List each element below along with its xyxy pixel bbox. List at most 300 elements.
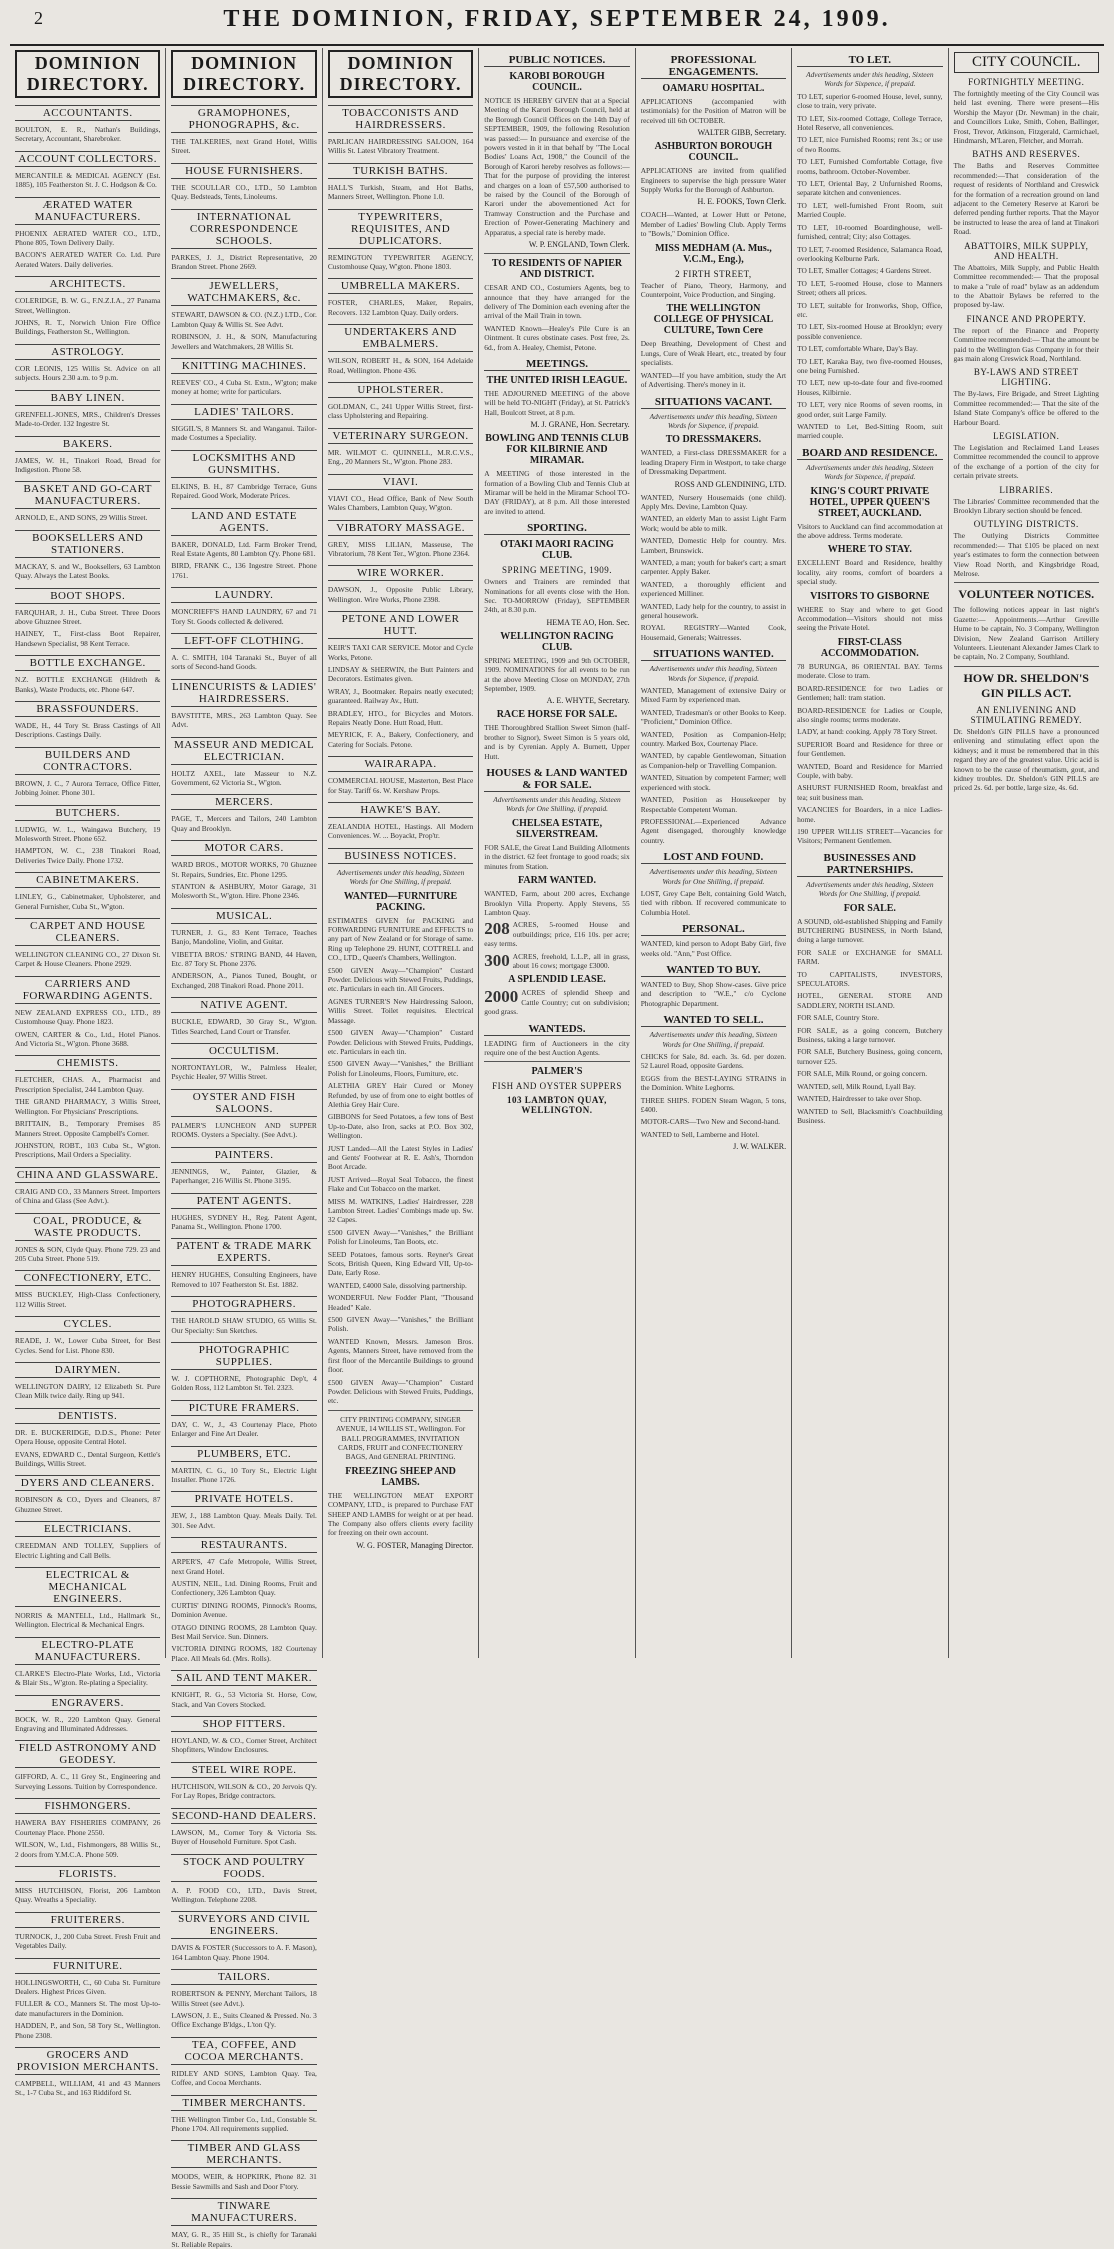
palmer-address: 103 LAMBTON QUAY, WELLINGTON. [507,1095,607,1116]
directory-entry: AUSTIN, NEIL, Ltd. Dining Rooms, Fruit and Confectionery, 326 Lambton Quay. [171,1579,317,1598]
lost-note: Advertisements under this heading, Sixteen Words for One Shilling, if prepaid. [649,867,778,886]
directory-title: DOMINION DIRECTORY. [15,50,160,98]
directory-sections [15,105,160,2098]
classified-ad: £500 GIVEN Away—"Vanishes," the Brilliant Polish for Linoleums, Tan Boots, etc. [327,1227,474,1247]
directory-entry: COLERIDGE, B. W. G., F.N.Z.I.A., 27 Panama Street, Wellington. [15,296,161,315]
classified-ad: TO LET, Oriental Bay, 2 Unfurnished Rooms, separate kitchen and conveniences. [797,179,943,198]
classified-ad: WANTED, a thoroughly efficient and experienced Milliner. [640,579,787,599]
sw-note: Advertisements under this heading, Sixteen Words for Sixpence, if prepaid. [649,664,778,683]
directory-section-heading: CARRIERS AND FORWARDING AGENTS. [15,976,160,1004]
classified-ad: TO LET, Karaka Bay, two five-roomed Houses, one being Furnished. [797,356,943,375]
classified-ad: TO LET, Smaller Cottages; 4 Gardens Street. [797,266,932,276]
for-sale-heading: FOR SALE. [843,902,896,914]
directory-section-heading: WAIRARAPA. [328,756,473,772]
classified-ad: BOARD-RESIDENCE for two Ladies or Gentlemen; hall: tram station. [797,683,943,703]
classified-ad: FOR SALE or EXCHANGE for SMALL FARM. [797,947,943,967]
library-heading: LIBRARIES. [999,484,1054,495]
directory-section-heading: DAIRYMEN. [15,1362,160,1378]
classified-ad: HOTEL, GENERAL STORE AND SADDLERY, NORTH ISLAND. [797,991,943,1010]
directory-section-heading: MOTOR CARS. [171,840,316,856]
directory-entry: NORTONTAYLOR, W., Palmless Healer, Psychic Healer, 97 Willis Street. [171,1063,317,1082]
houses-heading: HOUSES & LAND WANTED & FOR SALE. [484,767,629,792]
classified-ad: ROYAL REGISTRY—Wanted Cook, Housemaid, Generals; Waitresses. [640,623,787,642]
directory-entry: LAWSON, M., Corner Tory & Victoria Sts. Buyer of Household Furniture. Spot Cash. [171,1827,317,1847]
miss-text: Teacher of Piano, Theory, Harmony, and Counterpoint, Voice Production, and Singing. [640,280,787,300]
classified-ad: WANTED, Management of extensive Dairy or Mixed Farm by experienced man. [640,686,787,705]
farm-text: WANTED, Farm, about 200 acres, Exchange Brooklyn Villa Property. Apply Stevens, 55 Lambton Quay. [484,889,630,917]
wanted-list [641,493,786,643]
directory-entry: PARKES, J. J., District Representative, 20 Brandon Street. Phone 2669. [171,252,317,272]
directory-entry: HAINEY, T., First-class Boot Repairer, Handsewn Specialist, 98 Kent Terrace. [15,629,161,648]
classified-ad: WANTED, Position as Housekeeper by Respectable Competent Woman. [640,795,787,814]
directory-section-heading: KNITTING MACHINES. [171,358,316,374]
oriental-heading: FIRST-CLASS ACCOMMODATION. [820,636,919,659]
classified-ad: FOR SALE, Country Store. [797,1013,880,1023]
to-let-column [792,48,948,1658]
classified-ad: FOR SALE, Butchery Business, going concern, turnover £25. [797,1047,943,1066]
classified-ad: MOTOR-CARS—Two New and Second-hand. [640,1117,781,1127]
directory-entry: ZEALANDIA HOTEL, Hastings. All Modern Conveniences. W. ... Boyackt, Prop'tr. [327,822,474,841]
public-notices-heading: PUBLIC NOTICES. [484,54,629,67]
directory-entry: CURTIS' DINING ROOMS, Pinnock's Rooms, Dominion Avenue. [171,1600,317,1620]
directory-section-heading: LEFT-OFF CLOTHING. [171,633,316,649]
classified-ad: TO LET, new up-to-date four and five-roomed Houses, Kilbirnie. [797,378,943,397]
lost-text: LOST, Grey Cape Belt, containing Gold Watch, tied with ribbon. If recovered communicate to Columbia Hotel. [640,888,787,917]
classified-ad: SEED Potatoes, famous sorts. Reyner's Great Scots, British Queen, King Edward VII, Up-to-Date, Early Rose. [327,1249,474,1278]
classified-ad: WANTED, Domestic Help for country. Mrs. Lambert, Brunswick. [640,536,787,555]
houses-note: Advertisements under this heading, Sixteen Words for One Shilling, if prepaid. [493,795,621,814]
classified-ad: TO LET, Furnished Comfortable Cottage, five rooms, bathroom. October-November. [797,157,943,176]
directory-entry: HUGHES, SYDNEY H., Reg. Patent Agent, Panama St., Wellington. Phone 1700. [171,1212,317,1231]
directory-section-heading: JEWELLERS, WATCHMAKERS, &c. [171,278,316,306]
directory-section-heading: LAND AND ESTATE AGENTS. [171,508,316,536]
directory-section-heading: TYPEWRITERS, REQUISITES, AND DUPLICATORS. [328,209,473,249]
oamaru-heading: OAMARU HOSPITAL. [662,83,765,94]
sell-list [641,1052,786,1139]
classified-ad: WANTED, Position as Companion-Help; country. Marked Box, Courtenay Place. [640,729,787,749]
directory-entry: ANDERSON, A., Pianos Tuned, Bought, or Exchanged, 208 Tinakori Road. Phone 2011. [171,971,317,990]
directory-entry: VIBETTA BROS.' STRING BAND, 44 Haven, Etc. 87 Tory St. Phone 2376. [171,949,317,969]
directory-section-heading: ASTROLOGY. [15,344,160,360]
let-list [797,92,942,441]
directory-entry: BOCK, W. R., 220 Lambton Quay. General Engraving and Illuminated Addresses. [15,1714,161,1734]
business-ads [328,916,473,1406]
directory-section-heading: VIBRATORY MASSAGE. [328,520,473,536]
directory-entry: PARLICAN HAIRDRESSING SALOON, 164 Willis St. Latest Vibratory Treatment. [327,137,474,156]
directory-entry: TURNER, J. G., 83 Kent Terrace, Teaches Banjo, Mandoline, Violin, and Guitar. [171,927,317,947]
classified-ad: WANTED, Nursery Housemaids (one child). Apply Mrs. Devine, Lambton Quay. [640,492,787,511]
directory-entry: MONCRIEFF'S HAND LAUNDRY, 67 and 71 Tory St. Goods collected & delivered. [171,607,317,626]
directory-entry: HOLTZ AXEL, late Masseur to N.Z. Government, 62 Victoria St., W'gton. [171,768,317,787]
miss-address: 2 FIRTH STREET, [675,268,752,279]
directory-entry: VIAVI CO., Head Office, Bank of New South Wales Chambers, Lambton Quay, W'gton. [327,493,474,513]
directory-section-heading: VETERINARY SURGEON. [328,428,473,444]
classified-ad: ESTIMATES GIVEN for PACKING and FORWARDING FURNITURE and EFFECTS to any part of New Zealand or for Storage of same. Ring up Telephone 29. HUNT, COTTRELL and CO., LTD., Queen's Chambers, Wellington. [327,915,474,963]
classified-ad: PROFESSIONAL—Experienced Advance Agent disengaged, thoroughly knowledge country. [640,816,787,845]
business-note: Advertisements under this heading, Sixteen Words for One Shilling, if prepaid. [336,867,465,887]
directory-section-heading: ELECTRO-PLATE MANUFACTURERS. [15,1637,160,1665]
directory-section-heading: CYCLES. [15,1316,160,1332]
classified-ad: WANTED, by capable Gentlewoman, Situation as Companion-help or Travelling Companion. [640,751,787,770]
acres300-number: 300 [484,950,510,970]
volunteer-text: The following notices appear in last night's Gazette:— Appointments.—Arthur Greville Hume to be captain, No. 3 Company, Wellington Division, New Zealand Garrison Artillery Volunteers. Lieutenant Alexander James Clark to be captain, No. 2 Company, Southland. [953,605,1099,662]
directory-entry: PALMER'S LUNCHEON AND SUPPER ROOMS. Oysters a Specialty. (See Advt.). [171,1120,317,1140]
directory-entry: WELLINGTON CLEANING CO., 27 Dixon St. Carpet & House Cleaners. Phone 2929. [15,950,161,969]
classified-ad: WANTED to Sell, Lamberne and Hotel. [640,1129,760,1139]
racehorse-text: THE Thoroughbred Stallion Sweet Simon (half-brother to Signor), Sweet Simon is 5 years old, and is by Cyrenian. Apply A. Burnett, Upper Hutt. [484,723,630,761]
classified-ad: TO LET, 7-roomed Residence, Salamanca Road, overlooking Kelburne Park. [797,244,943,263]
fortnightly-heading: FORTNIGHTLY MEETING. [968,77,1085,87]
miss-heading: MISS MEDHAM (A. Mus., V.C.M., Eng.), [655,242,772,265]
bowling-heading: BOWLING AND TENNIS CLUB FOR KILBIRNIE AND MIRAMAR. [485,433,629,467]
directory-entry: MOODS, WEIR, & HOPKIRK, Phone 82. 31 Bessie Sawmills and Sash and Door F'tory. [171,2172,317,2191]
directory-entry: W. J. COPTHORNE, Photographic Dep't, 4 Golden Ross, 112 Lambton St. Tel. 2323. [171,1373,317,1393]
directory-entry: MACKAY, S. and W., Booksellers, 63 Lambton Quay. Always the Latest Books. [15,561,161,581]
directory-section-heading: MERCERS. [171,794,316,810]
directory-section-heading: NATIVE AGENT. [171,997,316,1013]
directory-section-heading: WIRE WORKER. [328,565,473,581]
directory-entry: BAVSTITTE, MRS., 263 Lambton Quay. See Advt. [171,710,317,730]
directory-entry: ARPER'S, 47 Cafe Metropole, Willis Street, next Grand Hotel. [171,1557,317,1576]
irish-signature: M. J. GRANE, Hon. Secretary. [530,420,630,430]
directory-entry: BRADLEY, HTO., for Bicycles and Motors. Repairs Neatly Done. Hutt Road, Hutt. [327,708,474,727]
directory-entry: FULLER & CO., Manners St. The most Up-to-date manufacturers in the Dominion. [15,1999,161,2018]
directory-section-heading: STOCK AND POULTRY FOODS. [171,1854,316,1882]
otaki-text: Owners and Trainers are reminded that Nominations for all events close with the Hon. Sec. TO-MORROW (Friday), SEPTEMBER 24th, at 8.30 p.m. [484,577,630,615]
kings-heading: KING'S COURT PRIVATE HOTEL, UPPER QUEEN'S STREET, AUCKLAND. [809,485,930,519]
directory-entry: NEW ZEALAND EXPRESS CO., LTD., 89 Customhouse Quay. Phone 1823. [15,1007,161,1027]
directory-entry: REEVES' CO., 4 Cuba St. Extn., W'gton; make money at home; write for particulars. [171,378,317,397]
acres-text: ACRES, 5-roomed House and outbuildings; price, £16 10s. per acre; easy terms. [484,920,630,949]
gisborne-heading: VISITORS TO GISBORNE [810,590,930,602]
directory-entry: RIDLEY AND SONS, Lambton Quay. Tea, Coffee, and Cocoa Merchants. [171,2068,317,2088]
wanteds-text: LEADING firm of Auctioneers in the city require one of the best Auction Agents. [484,1038,630,1057]
personal-heading: PERSONAL. [641,923,786,936]
directory-section-heading: FISHMONGERS. [15,1798,160,1814]
baths-heading: BATHS AND RESERVES. [972,149,1081,160]
directory-entry: ROBINSON, J. H., & SON, Manufacturing Jewellers and Watchmakers, 28 Willis St. [171,332,317,351]
wrc-text: SPRING MEETING, 1909 and 9th OCTOBER, 1909. NOMINATIONS for all events to be run at the above Meeting Close on MONDAY, 27th September, 1909. [484,655,630,694]
oamaru-signature: WALTER GIBB, Secretary. [697,128,787,138]
classified-ad: WANTED, Hairdresser to take over Shop. [797,1094,922,1104]
directory-entry: LINDSAY & SHERWIN, the Butt Painters and Decorators. Estimates given. [327,664,474,684]
racehorse-heading: RACE HORSE FOR SALE. [496,709,618,721]
board-list [797,684,942,846]
city-council-heading: CITY COUNCIL. [954,52,1099,73]
let-note: Advertisements under this heading, Sixteen Words for Sixpence, if prepaid. [806,70,934,89]
directory-section-heading: PICTURE FRAMERS. [171,1400,316,1416]
newspaper-title: THE DOMINION, FRIDAY, SEPTEMBER 24, 1909. [223,6,891,32]
directory-entry: BROWN, J. C., 7 Aurora Terrace, Office Fitter, Jobbing Joiner. Phone 301. [15,778,161,798]
directory-entry: BAKER, DONALD, Ltd. Farm Broker Trend, Real Estate Agents, 80 Lambton Q'y. Phone 681. [171,539,317,558]
directory-entry: GOLDMAN, C., 241 Upper Willis Street, first-class Upholstering and Repairing. [327,402,474,421]
directory-section-heading: TAILORS. [171,1969,316,1985]
directory-section-heading: OYSTER AND FISH SALOONS. [171,1089,316,1117]
sell-signature: J. W. WALKER. [733,1142,787,1152]
directory-section-heading: LADIES' TAILORS. [171,404,316,420]
splendid-heading: A SPLENDID LEASE. [508,974,606,986]
vacant-heading: SITUATIONS VACANT. [641,396,786,409]
ashburton-signature: H. E. FOOKS, Town Clerk. [697,197,787,207]
classified-ad: A SOUND, old-established Shipping and Family BUTCHERING BUSINESS, in North Island, doing a large turnover. [797,916,943,945]
directory-entry: LAWSON, J. E., Suits Cleaned & Pressed. No. 3 Office Exchange B'ldgs., L'ton Q'y. [171,2010,317,2030]
directory-section-heading: PAINTERS. [171,1147,316,1163]
classified-ad: £500 GIVEN Away—"Champion" Custard Powder. Delicious with Stewed Fruits, Puddings, etc. Particulars in each tin. [327,1028,474,1056]
directory-section-heading: RESTAURANTS. [171,1537,316,1553]
directory-entry: WRAY, J., Bootmaker. Repairs neatly executed; guaranteed. Railway Av., Hutt. [327,686,474,706]
directory-entry: ELKINS, B. H., 87 Cambridge Terrace, Guns Repaired. Good Work, Moderate Prices. [171,481,317,501]
splendid-ad [484,988,629,1016]
sheldon-subheading: AN ENLIVENING AND STIMULATING REMEDY. [970,704,1082,725]
volunteer-heading: VOLUNTEER NOTICES. [958,587,1095,602]
directory-section-heading: PATENT & TRADE MARK EXPERTS. [171,1238,316,1266]
college-text: Deep Breathing, Development of Chest and Lungs, Cure of Weak Heart, etc., treated by four specialists. [640,339,787,368]
directory-entry: MISS HUTCHISON, Florist, 206 Lambton Quay. Wreaths a Speciality. [15,1885,161,1905]
directory-section-heading: BRASSFOUNDERS. [15,701,160,717]
classified-ad: WANTED, Situation by competent Farmer; well experienced with stock. [640,773,787,792]
directory-column-2 [166,48,322,2249]
directory-section-heading: SURVEYORS AND CIVIL ENGINEERS. [171,1911,316,1939]
directory-section-heading: UPHOLSTERER. [328,382,473,398]
borough-text: NOTICE IS HEREBY GIVEN that at a Special Meeting of the Karori Borough Council, held at the Borough Council Offices on the 14th Day of SEPTEMBER, 1909, the following Resolution was passed:— In pursuance and exercise of the powers vested in it in that behalf by "The Local Bodies' Loans Act, 1908," the Council of the Borough of Karori hereby resolves as follows:— That for the purpose of providing the interest and charges on a loan of £57,500 authorised to be raised by the Council of the Borough of Karori under the abovementioned Act for Tramway Construction and the Purchase and Erection of Power-Generating Machinery and Apparatus, a special rate is hereby made. [484,96,630,237]
buy-heading: WANTED TO BUY. [641,964,786,977]
directory-entry: CLARKE'S Electro-Plate Works, Ltd., Victoria & Blair Sts., W'gton. Re-plating a Speciality. [15,1668,161,1688]
ashburton-text: APPLICATIONS are invited from qualified Engineers to supervise the high pressure Water Supply Works for the Borough of Ashburton. [640,166,787,195]
sheldon-heading: HOW DR. SHELDON'S GIN PILLS ACT. [963,670,1089,700]
directory-section-heading: BOOT SHOPS. [15,588,160,604]
stay-heading: WHERE TO STAY. [827,544,912,556]
classified-ad: £500 GIVEN Away—"Champion" Custard Powder. Delicious with Stewed Fruits, Puddings, etc. [327,1377,474,1406]
classified-ad: TO LET, suitable for Ironworks, Shop, Office, etc. [797,300,943,319]
classified-ad: AGNES TURNER'S New Hairdressing Saloon, Willis Street. Toilet requisites. Electrical Massage. [327,996,474,1025]
dress-text: WANTED, a First-class DRESSMAKER for a leading Drapery Firm in Westport, to take charge of Dressmaking Department. [640,448,787,477]
buy-text: WANTED to Buy, Shop Show-cases. Give price and description to "W.E.," c/o Cyclone Photographic Department. [640,979,787,1008]
directory-section-heading: STEEL WIRE ROPE. [171,1762,316,1778]
coach-text: COACH—Wanted, at Lower Hutt or Petone, Member of Ladies' Bowling Club. Apply Terms to "Bowls," Dominion Office. [640,210,787,239]
classified-ad: TO LET, superior 6-roomed House, level, sunny, close to train, very private. [797,91,943,111]
sw-list [641,686,786,845]
directory-section-heading: CHINA AND GLASSWARE. [16,1168,159,1181]
directory-section-heading: CARPET AND HOUSE CLEANERS. [15,918,160,946]
napier-heading: TO RESIDENTS OF NAPIER AND DISTRICT. [491,258,623,281]
chelsea-heading: CHELSEA ESTATE, SILVERSTREAM. [511,817,603,840]
classified-ad: WANTED, £4000 Sale, dissolving partnership. [327,1280,467,1290]
board-heading: BOARD AND RESIDENCE. [797,447,942,460]
directory-entry: THE GRAND PHARMACY, 3 Willis Street, Wellington. For Physicians' Prescriptions. [15,1097,161,1116]
directory-entry: THE HAROLD SHAW STUDIO, 65 Willis St. Our Specialty: Sun Sketches. [171,1316,317,1335]
wrc-signature: A. E. WHYTE, Secretary. [546,696,630,706]
directory-entry: EVANS, EDWARD C., Dental Surgeon, Kettle's Buildings, Willis Street. [15,1449,161,1468]
borough-signature: W. P. ENGLAND, Town Clerk. [528,240,630,250]
meetings-heading: MEETINGS. [484,358,629,371]
directory-section-heading: SAIL AND TENT MAKER. [171,1670,316,1686]
classified-ad: WANTED, a man; youth for baker's cart; a smart carpenter. Apply Baker. [640,557,787,577]
directory-entry: HAWERA BAY FISHERIES COMPANY, 26 Courtenay Place. Phone 2550. [15,1818,161,1837]
printing-ad: CITY PRINTING COMPANY, SINGER AVENUE, 14 WILLIS ST., Wellington. For BALL PROGRAMMES, INVITATION CARDS, FRUIT and CONFECTIONERY BAGS, And GENERAL PRINTING. [335,1414,466,1462]
directory-section-heading: TURKISH BATHS. [328,163,473,179]
directory-entry: GIFFORD, A. C., 11 Grey St., Engineering and Surveying Lessons. Tuition by Correspondence. [15,1772,161,1791]
outlying-text: The Outlying Districts Committee recommended:— That £105 be placed on next year's estimates to form the connection between View Road North, and Kingsbridge Road, Melrose. [953,531,1099,579]
outlying-heading: OUTLYING DISTRICTS. [973,519,1079,530]
classified-ad: ASHURST FURNISHED Room, breakfast and tea; suit business man. [797,783,943,802]
directory-entry: WADE, H., 44 Tory St. Brass Castings of All Descriptions. Castings Daily. [15,720,161,740]
directory-entry: DAWSON, J., Opposite Public Library, Wellington. Wire Works, Phone 2398. [327,585,474,604]
directory-entry: HENRY HUGHES, Consulting Engineers, have Removed to 107 Featherston St. Est. 1882. [171,1270,317,1289]
public-notices-column [479,48,635,1658]
directory-section-heading: MASSEUR AND MEDICAL ELECTRICIAN. [171,737,316,765]
page-number: 2 [34,8,43,28]
classified-ad: TO LET, 10-roomed Boardinghouse, well-furnished, central; City; also Cottages. [797,222,943,242]
classified-ad: BOARD-RESIDENCE for Ladies or Couple, also single rooms; terms moderate. [797,705,943,724]
classified-ad: TO CAPITALISTS, INVESTORS, SPECULATORS. [797,969,943,989]
classified-ad: EGGS from the BEST-LAYING STRAINS in the Dominion. White Leghorns. [640,1073,787,1093]
bowling-text: A MEETING of those interested in the formation of a Bowling Club and Tennis Club at Miramar will be held in the Miramar School TO-DAY (FRIDAY), at 8 p.m. All those interested are invited to attend. [484,469,630,516]
splendid-text: ACRES of splendid Sheep and Cattle Country; cut on subdivision; good grass. [484,988,630,1017]
classified-ad: CHICKS for Sale, 8d. each. 3s. 6d. per dozen. 52 Laurel Road, opposite Gardens. [640,1052,787,1071]
library-text: The Libraries' Committee recommended that the Brooklyn Library section should be fenced. [953,496,1099,515]
directory-section-heading: UNDERTAKERS AND EMBALMERS. [328,324,473,352]
directory-section-heading: PETONE AND LOWER HUTT. [328,611,473,639]
directory-section-heading: LINENCURISTS & LADIES' HAIRDRESSERS. [171,680,317,705]
classified-ad: JUST Arrived—Royal Seal Tobacco, the finest Flake and Cut Tobacco on the market. [327,1174,474,1194]
classified-ad: 190 UPPER WILLIS STREET—Vacancies for Visitors; Permanent Gentlemen. [797,826,943,846]
directory-entry: MERCANTILE & MEDICAL AGENCY (Est. 1885), 105 Featherston St. J. C. Hodgson & Co. [15,170,161,190]
farm-heading: FARM WANTED. [517,875,596,887]
directory-entry: CRAIG AND CO., 33 Manners Street. Importers of China and Glass (See Advt.). [15,1186,161,1206]
classified-ad: TO LET, nice Furnished Rooms; rent 3s.; or use of two Rooms. [797,135,943,154]
abattoirs-text: The Abattoirs, Milk Supply, and Public Health Committee recommended:— That the proposal to make a "rule of road" bylaw as an addendum to the Abattoir Bylaws be referred to the proposed by-law. [953,262,1099,310]
directory-entry: MISS BUCKLEY, High-Class Confectionery, 112 Willis Street. [15,1290,161,1309]
directory-section-heading: PHOTOGRAPHIC SUPPLIES. [171,1342,316,1370]
splendid-number: 2000 [484,987,519,1007]
directory-section-heading: MUSICAL. [171,908,316,924]
classified-ad: TO LET, very nice Rooms of seven rooms, in good order, suit Large Family. [797,400,943,419]
directory-entry: VICTORIA DINING ROOMS, 182 Courtenay Place. All Meals 6d. (Mrs. Rolls). [171,1644,317,1663]
let-heading: TO LET. [797,54,942,67]
directory-section-heading: BUTCHERS. [15,805,160,821]
directory-section-heading: ACCOUNTANTS. [15,105,160,121]
classified-ad: £500 GIVEN Away—"Vanishes," the Brilliant Polish. [327,1315,474,1334]
directory-entry: FOSTER, CHARLES, Maker, Repairs, Recovers. 132 Lambton Quay. Daily orders. [327,298,474,317]
napier-text: CESAR AND CO., Costumiers Agents, beg to announce that they have arranged for the delivery of The Dominion each evening after the arrival of the Mail Train in town. [484,283,630,321]
baths-text: The Baths and Reserves Committee recommended:—That consideration of the request of residents of Northland and Creswick for the formation of a recreation ground on land adjacent to the Cemetery Reserve at Karori be deferred pending further reports. That the Mayor be instructed to lease the area of land at Tinakori Road. [953,161,1099,237]
classified-ad: LADY, at hand: cooking. Apply 78 Tory Street. [797,727,938,737]
directory-entry: ROBERTSON & PENNY, Merchant Tailors, 18 Willis Street (see Advt.). [171,1989,317,2008]
directory-entry: JOHNSTON, ROBT., 103 Cuba St., W'gton. Prescriptions, Mail Orders a Speciality. [15,1140,161,1160]
sporting-heading: SPORTING. [484,522,629,535]
directory-entry: THE SCOULLAR CO., LTD., 50 Lambton Quay. Bedsteads, Tents, Linoleums. [171,182,317,202]
directory-section-heading: BABY LINEN. [15,390,160,406]
directory-entry: JONES & SON, Clyde Quay. Phone 729. 23 and 205 Cuba Street. Phone 519. [15,1244,161,1263]
directory-entry: LINLEY, G., Cabinetmaker, Upholsterer, and General Furnisher, Cuba St., W'gton. [15,892,161,911]
directory-entry: FARQUHAR, J. H., Cuba Street. Three Doors above Ghuznee Street. [15,607,161,626]
directory-entry: ROBINSON & CO., Dyers and Cleaners, 87 Ghuznee Street. [15,1495,161,1514]
directory-entry: DR. E. BUCKERIDGE, D.D.S., Phone: Peter Opera House, opposite Central Hotel. [15,1427,161,1447]
directory-section-heading: PATENT AGENTS. [171,1193,316,1209]
directory-section-heading: TIMBER MERCHANTS. [171,2095,316,2111]
classified-ad: TO LET, well-furnished Front Room, suit Married Couple. [797,200,943,220]
news-column [949,48,1104,1658]
directory-section-heading: DENTISTS. [15,1408,160,1424]
classified-ad: THREE SHIPS. FODEN Steam Wagon, 5 tons, £400. [640,1095,787,1115]
directory-section-heading: TEA, COFFEE, AND COCOA MERCHANTS. [171,2037,316,2065]
directory-section-heading: BUSINESS NOTICES. [328,848,473,864]
classified-ad: £500 GIVEN Away—"Champion" Custard Powder. Delicious with Stewed Fruits, Puddings, etc. Particulars in each tin. All Grocers. [327,965,474,994]
classified-ad: WANTED, an elderly Man to assist Light Farm Work; would be able to milk. [640,514,787,533]
directory-section-heading: GROCERS AND PROVISION MERCHANTS. [16,2048,159,2073]
classified-ad: WANTED, Board and Residence for Married Couple, with baby. [797,761,943,780]
directory-entry: ARNOLD, E., AND SONS, 29 Willis Street. [15,513,148,523]
directory-section-heading: LAUNDRY. [171,587,316,603]
acres300-ad [484,952,629,971]
classified-ad: TO LET, Six-roomed House at Brooklyn; every possible convenience. [797,322,943,341]
directory-entry: COMMERCIAL HOUSE, Masterton, Best Place for Stay. Tariff 6s. W. Kershaw Props. [327,776,474,795]
classified-ad: £500 GIVEN Away—"Vanishes," the Brilliant Polish for Linoleums, Floors, Furniture, etc. [327,1059,474,1078]
directory-section-heading: LOCKSMITHS AND GUNSMITHS. [171,450,316,478]
directory-entry: HADDEN, P., and Son, 58 Tory St., Wellington. Phone 2308. [15,2021,161,2040]
wanted-known: WANTED Known—Healey's Pile Cure is an Ointment. It cures obstinate cases. Post free, 2s. 6d., from A. Healey, Chemist, Petone. [484,323,630,352]
directory-section-heading: INTERNATIONAL CORRESPONDENCE SCHOOLS. [171,209,316,249]
directory-entry: A. C. SMITH, 104 Taranaki St., Buyer of all sorts of Second-hand Goods. [171,652,317,672]
classified-ad: FOR SALE, Milk Round, or going concern. [797,1069,928,1079]
directory-entry: JOHNS, R. T., Norwich Union Fire Office Buildings, Featherston St., Wellington. [15,318,161,337]
classified-ad: WANTED to Sell, Blacksmith's Coachbuilding Business. [797,1106,943,1125]
lambs-signature: W. G. FOSTER, Managing Director. [356,1540,474,1550]
directory-entry: N.Z. BOTTLE EXCHANGE (Hildreth & Banks), Waste Products, etc. Phone 647. [15,675,161,694]
bylaws-heading: BY-LAWS AND STREET LIGHTING. [973,367,1079,388]
directory-entry: DAY, C. W., J., 43 Courtenay Place, Photo Enlarger and Fine Art Dealer. [171,1419,317,1439]
directory-entry: MAY, G. R., 35 Hill St., is chiefly for Taranaki St. Reliable Repairs. [171,2230,317,2249]
directory-entry: FLETCHER, CHAS. A., Pharmacist and Prescription Specialist, 244 Lambton Quay. [15,1075,161,1094]
masthead [10,4,1104,46]
directory-entry: LUDWIG, W. L., Waingawa Butchery, 19 Molesworth Street. Phone 652. [15,824,161,843]
directory-entry: PAGE, T., Mercers and Tailors, 240 Lambton Quay and Brooklyn. [171,814,317,833]
directory-entry: COR LEONIS, 125 Willis St. Advice on all subjects. Hours 2.30 a.m. to 9 p.m. [15,363,161,383]
chelsea-text: FOR SALE, the Great Land Building Allotments in the district. 62 feet frontage to good roads; six minutes from Station. [484,842,630,871]
abattoirs-heading: ABATTOIRS, MILK SUPPLY, AND HEALTH. [964,240,1089,261]
classified-ad: GIBBONS for Seed Potatoes, a few tons of Best Up-to-Date, also Iron, sacks at P.O. Box 302, Wellington. [327,1112,474,1141]
vacant-note: Advertisements under this heading, Sixteen Words for Sixpence, if prepaid. [649,411,778,430]
classified-ad: TO LET, comfortable Whare, Day's Bay. [797,344,918,354]
directory-section-heading: ÆRATED WATER MANUFACTURERS. [15,197,160,225]
palmer-heading: PALMER'S [531,1066,583,1078]
classified-ad: WANTED, Lady help for the country, to assist in general housework. [640,601,787,620]
oamaru-text: APPLICATIONS (accompanied with testimonials) for the Position of Matron will be received till 6th OCTOBER. [640,97,787,125]
wanteds-heading: WANTEDS. [484,1023,629,1036]
directory-entry: BRITTAIN, B., Temporary Premises 85 Manners Street. Opposite Campbell's Corner. [15,1119,161,1138]
directory-section-heading: PRIVATE HOTELS. [171,1491,316,1507]
stay-text: EXCELLENT Board and Residence, healthy locality, airy rooms, comfort of boarders a special study. [797,558,943,587]
biz-note: Advertisements under this heading, Sixteen Words for One Shilling, if prepaid. [806,879,934,899]
directory-entry: MARTIN, C. G., 10 Tory St., Electric Light Installer. Phone 1726. [171,1465,317,1484]
dressmakers-heading: TO DRESSMAKERS. [665,434,762,446]
directory-section-heading: HAWKE'S BAY. [328,802,473,818]
directory-entry: STANTON & ASHBURY, Motor Garage, 31 Molesworth St., W'gton. Hire. Phone 2346. [171,882,317,901]
sell-heading: WANTED TO SELL. [641,1014,786,1027]
gisborne-text: WHERE to Stay and where to get Good Accommodation—Visitors should not miss seeing the Private Hotel. [797,604,943,633]
otaki-heading: OTAKI MAORI RACING CLUB. [500,539,614,562]
directory-entry: HUTCHISON, WILSON & CO., 20 Jervois Q'y. For Lay Ropes, Bridge contractors. [171,1781,317,1801]
palmer-subheading: FISH AND OYSTER SUPPERS [492,1081,622,1092]
biz-list [797,917,942,1126]
oriental-text: 78 BURUNGA, 86 ORIENTAL BAY. Terms moderate. Close to tram. [797,661,943,681]
otaki-subheading: SPRING MEETING, 1909. [501,565,612,576]
directory-section-heading: VIAVI. [328,474,473,490]
directory-title: DOMINION DIRECTORY. [328,50,473,98]
directory-entry: REMINGTON TYPEWRITER AGENCY, Customhouse Quay, W'gton. Phone 1803. [327,252,474,272]
acres300-text: ACRES, freehold, L.L.P., all in grass, about 16 cows; mortgage £3000. [512,951,630,970]
finance-text: The report of the Finance and Property Committee recommended:— That the amount be paid to the Wellington Gas Company in for their gas main along Creswick Road, Northland. [953,325,1099,363]
